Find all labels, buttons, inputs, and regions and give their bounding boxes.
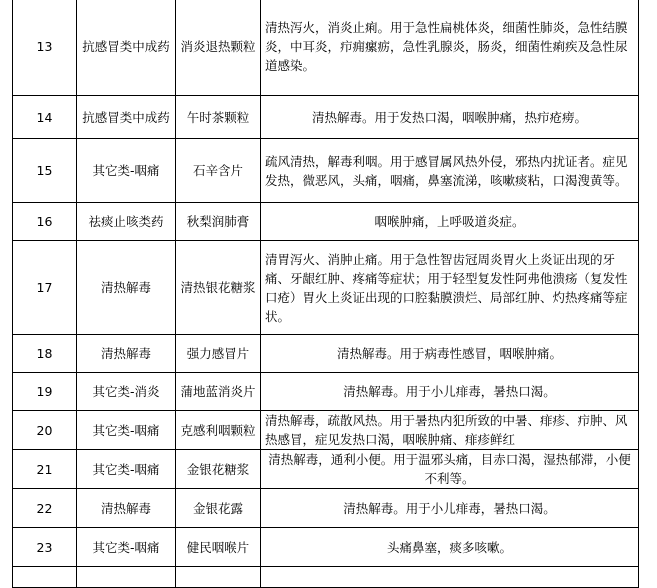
category-cell: 清热解毒 [77,489,176,528]
description-cell: 清热解毒。用于病毒性感冒，咽喉肿痛。 [261,335,639,373]
table-row [13,567,639,588]
description-cell: 咽喉肿痛，上呼吸道炎症。 [261,203,639,241]
drug-name-cell [176,567,261,588]
row-number [13,567,77,588]
drug-name-cell: 清热银花糖浆 [176,241,261,335]
description-text: 清热解毒，疏散风热。用于暑热内犯所致的中暑、痱疹、疖肿、风热感冒，症见发热口渴，咽喉肿痛、痱疹鲜红 [265,413,628,447]
drug-name-cell: 石辛含片 [176,139,261,203]
table-row [13,373,639,411]
table-row [13,96,639,139]
category-cell: 抗感冒类中成药 [77,96,176,139]
table-row [13,411,639,450]
row-number: 21 [13,450,77,489]
category-cell: 其它类-消炎 [77,373,176,411]
row-number: 20 [13,411,77,450]
description-cell: 清热解毒，通利小便。用于温邪头痛，目赤口渴，湿热郁滞，小便不利等。 [261,450,639,489]
category-cell: 其它类-咽痛 [77,528,176,567]
table-row [13,450,639,489]
drug-name-cell: 健民咽喉片 [176,528,261,567]
category-cell: 其它类-咽痛 [77,139,176,203]
drug-name-cell: 金银花糖浆 [176,450,261,489]
table-row [13,489,639,528]
drug-table [12,0,639,588]
drug-name-cell: 消炎退热颗粒 [176,0,261,96]
category-cell: 清热解毒 [77,335,176,373]
drug-name-cell: 蒲地蓝消炎片 [176,373,261,411]
table-row [13,0,639,96]
description-cell: 清热解毒。用于小儿痱毒，暑热口渴。 [261,489,639,528]
drug-name-cell: 克感利咽颗粒 [176,411,261,450]
category-cell [77,567,176,588]
category-cell: 抗感冒类中成药 [77,0,176,96]
category-cell: 清热解毒 [77,241,176,335]
description-cell: 清胃泻火、消肿止痛。用于急性智齿冠周炎胃火上炎证出现的牙痛、牙龈红肿、疼痛等症状；用于轻型复发性阿弗他溃疡（复发性口疮）胃火上炎证出现的口腔黏膜溃烂、局部红肿、灼热疼痛等症状。 [261,241,639,335]
drug-name-cell: 午时茶颗粒 [176,96,261,139]
row-number: 16 [13,203,77,241]
category-cell: 其它类-咽痛 [77,411,176,450]
description-cell [261,567,639,588]
row-number: 15 [13,139,77,203]
drug-name-cell: 金银花露 [176,489,261,528]
row-number: 22 [13,489,77,528]
row-number: 18 [13,335,77,373]
description-cell: 头痛鼻塞，痰多咳嗽。 [261,528,639,567]
category-cell: 祛痰止咳类药 [77,203,176,241]
table-row [13,203,639,241]
description-cell: 清热解毒。用于小儿痱毒，暑热口渴。 [261,373,639,411]
row-number: 14 [13,96,77,139]
table-row [13,139,639,203]
row-number: 23 [13,528,77,567]
description-cell [261,411,639,450]
description-cell: 清热泻火，消炎止痢。用于急性扁桃体炎，细菌性肺炎，急性结膜炎，中耳炎，疖痈瘰疬，急性乳腺炎，肠炎，细菌性痢疾及急性尿道感染。 [261,0,639,96]
description-cell: 疏风清热，解毒利咽。用于感冒属风热外侵，邪热内扰证者。症见发热，微恶风，头痛，咽痛，鼻塞流涕，咳嗽痰粘，口渴溲黄等。 [261,139,639,203]
table-row [13,241,639,335]
row-number: 19 [13,373,77,411]
table-row [13,528,639,567]
description-cell: 清热解毒。用于发热口渴，咽喉肿痛，热疖疮痨。 [261,96,639,139]
category-cell: 其它类-咽痛 [77,450,176,489]
row-number: 13 [13,0,77,96]
drug-name-cell: 秋梨润肺膏 [176,203,261,241]
drug-name-cell: 强力感冒片 [176,335,261,373]
row-number: 17 [13,241,77,335]
table-row [13,335,639,373]
